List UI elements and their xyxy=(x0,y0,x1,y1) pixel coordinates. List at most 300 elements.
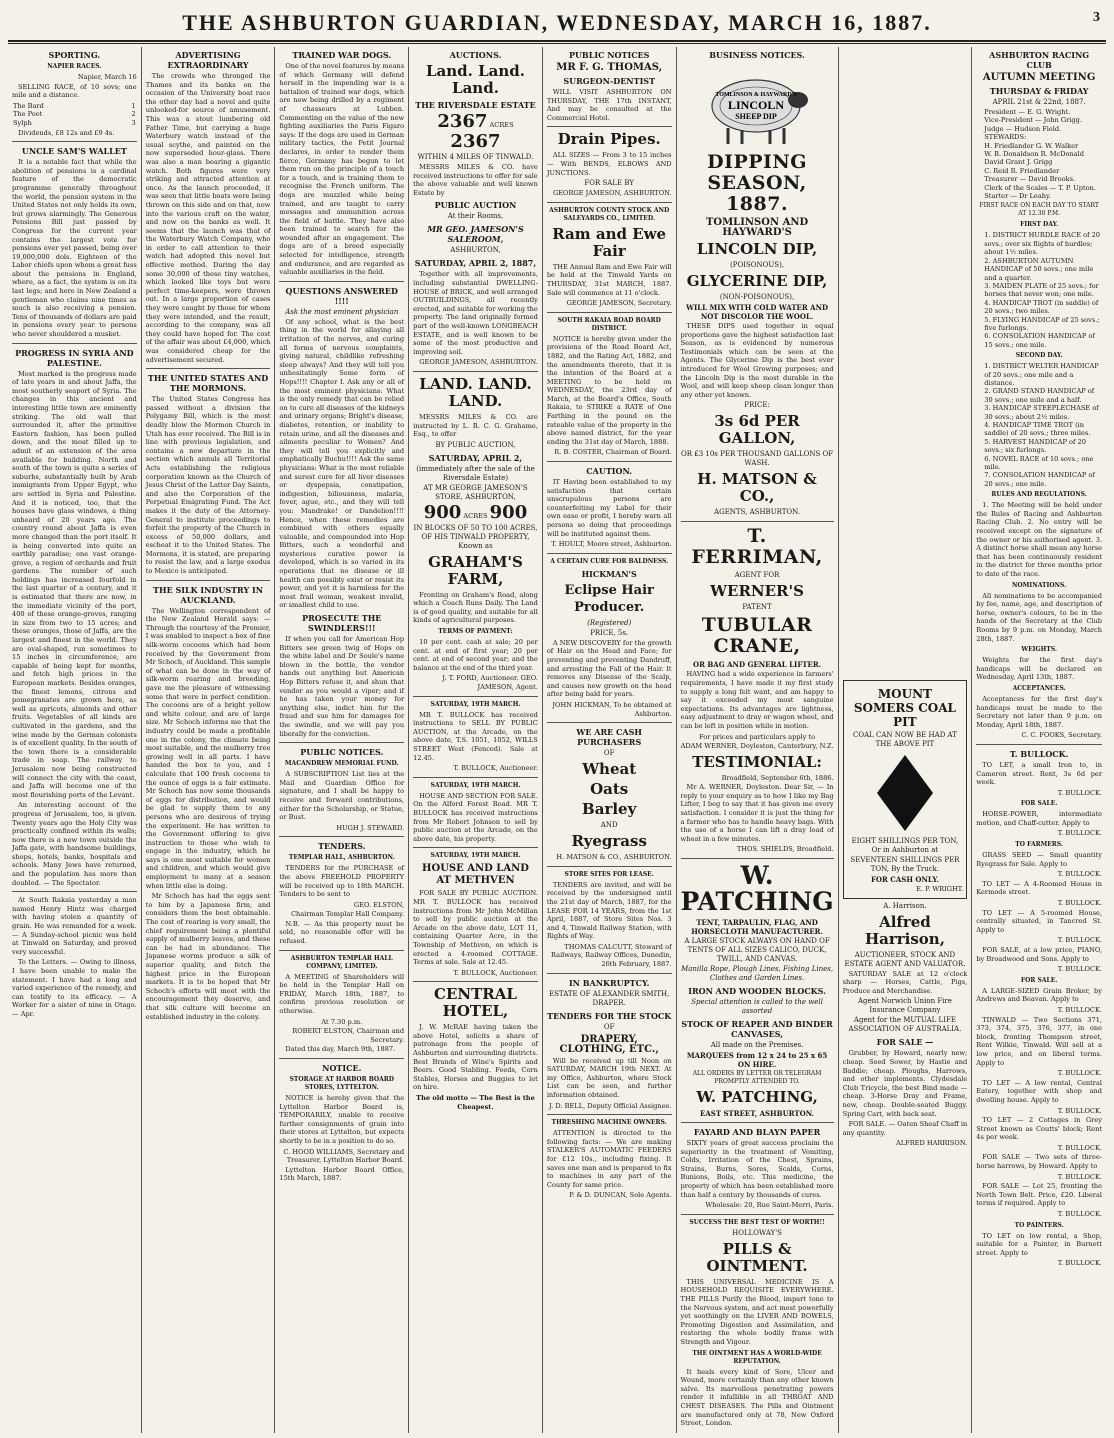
list-item: 5. FLYING HANDICAP of 25 sovs.; five furlongs. xyxy=(984,315,1100,332)
fayard-details: SIXTY years of great success proclaim the superiority in the treatment of Vomiting, Colds, Irritation of the Chest, Sprains, Strains, Burns, Sores, Scalds, Corns, Bunions, Boils, etc. This medicine, the property of which has been established more than half a century by thousands of cures. xyxy=(680,1139,834,1199)
heading-saturday-19b: SATURDAY, 19TH MARCH. xyxy=(430,781,521,789)
rules-text: 1. The Meeting will be held under the Rules of Racing and Ashburton Racing Club. 2. No entry will be received except on the signature of the owner or his authorised agent. 3. A distinct horse shall mean any horse that has been continuously resident in the district for three months prior to date of the race. xyxy=(976,501,1103,578)
divider xyxy=(547,553,672,554)
heading-business-notices: BUSINESS NOTICES. xyxy=(709,50,805,60)
heading-ointment: THE OINTMENT HAS A WORLD-WIDE REPUTATION. xyxy=(692,1349,822,1365)
heading-auctions: AUCTIONS. xyxy=(449,50,502,60)
heading-weights: WEIGHTS. xyxy=(1021,646,1057,654)
prosecute-article: If when you call for American Hop Bitters see green twig of Hops on the white label and Dr Soule's name blown in the bottle, the vendor hands out anything but American Hop Bitters refuse it, and shun that vendor as you would a viper; and if he has taken your money for anything else, indict him for the fraud and sue him for damages for the swindle, and we will pay you liberally for the conviction. xyxy=(279,635,405,738)
masthead xyxy=(8,8,1106,42)
house-notice: HOUSE AND SECTION FOR SALE. On the Alford Forest Road. MR T. BULLOCK has received instructions from Mr Robert Johnson to sell by public auction at the Arcade, on the above date, his property. xyxy=(413,791,538,843)
heading-glycerine-dip: GLYCERINE DIP, xyxy=(686,272,828,290)
bullock-sig: T. BULLOCK. xyxy=(1057,1069,1102,1078)
heading-questions: QUESTIONS ANSWERED !!!! xyxy=(285,285,398,306)
letters-article: To the Letters. — Owing to illness, I have been unable to make the statement. I have had a long and varied experience of the remedy, and can testify to its efficacy. — A Worker for a sister of nine in Otago. — Apr. xyxy=(12,958,137,1018)
heading-storage: STORAGE AT HARBOR BOARD STORES, LYTTELTON. xyxy=(289,1076,394,1091)
list-item: 5. HARVEST HANDICAP of 20 sovs.; six furlongs. xyxy=(984,437,1086,455)
heading-matson: H. MATSON & CO., xyxy=(697,470,817,506)
matson-signature: H. MATSON & CO., ASHBURTON. xyxy=(556,853,672,862)
mormons-article: The United States Congress has passed without a division the Polygamy Bill, which is the most deadly blow the Mormon Church in Utah has ever received. The Bill is in line with previous legislation, and contains a new departure in the section which annuls all Territorial Acts establishing the religious corporation known as the Church of Jesus Christ of the Latter Day Saints, and also the Corporation of the Perpetual Emigrating Fund. The Act makes it the duty of the Attorney-General to institute proceedings to forfeit the property of the Church in excess of 50,000 dollars, and escheat it to the United States. The Mormons, it is stated, are preparing to resist the law, and a large exodus to Mexico is anticipated. xyxy=(145,395,271,576)
acres-number: 900 xyxy=(423,501,462,523)
patching-address: EAST STREET, ASHBURTON. xyxy=(700,1109,815,1119)
terms-signature: J. T. FORD, Auctioneer. GEO. JAMESON, Agent. xyxy=(442,674,538,692)
bullock-sig: T. BULLOCK. xyxy=(1057,788,1102,797)
list-item: W. B. Donaldson R. McDonald xyxy=(984,150,1084,159)
drain-signature: GEORGE JAMESON, ASHBURTON. xyxy=(552,189,672,198)
for-sale-grain-broker: A LARGE-SIZED Grain Broker, by Andrews and Beavan. Apply to xyxy=(976,986,1102,1004)
heading-acceptances: ACCEPTANCES. xyxy=(1012,684,1066,692)
threshing-notice: ATTENTION is directed to the following facts: — We are making STALKER'S AUTOMATIC FEEDERS for £12 10s., including fixing. It saves one man and is prepared to fix to machines in any part of the County for same price. xyxy=(546,1129,672,1189)
storage-notice: NOTICE is hereby given that the Lyttelton Harbor Board is, TEMPORARILY, unable to receive further consignments of grain into their stores at Lyttelton, but expects shortly to be in a position to do so. xyxy=(279,1094,405,1145)
heading-success: SUCCESS THE BEST TEST OF WORTH!! xyxy=(689,1218,825,1226)
harrison-agent-2: Agent for the MUTUAL LIFE ASSOCIATION OF AUSTRALIA. xyxy=(848,1016,962,1034)
divider xyxy=(12,343,137,344)
ointment-details: It heals every kind of Sore, Ulcer and Wound, more certainly than any other known salve. Its marvellous penetrating powers render it infallible in all THROAT AND CHEST DISEASES. The Pills and Ointment are manufactured only at 78, New Oxford Street, London. xyxy=(680,1367,834,1428)
oaten-chaff: FOR SALE. — Oaten Sheaf Chaff in any quantity. xyxy=(842,1120,968,1137)
divider xyxy=(279,742,404,743)
heading-riversdale: THE RIVERSDALE ESTATE xyxy=(415,100,536,110)
riversdale-details: Together with all improvements, including substantial DWELLING-HOUSE of BRICK, and well arranged OUTBUILDINGS, all recently erected, and suitable for working the property. The land originally formed part of the well-known LONGBEACH ESTATE, and is well known to be some of the most productive and improving soil. xyxy=(413,270,538,356)
templar-company-date: Dated this day, March 9th, 1887. xyxy=(285,1045,396,1054)
heading-baldness: A CERTAIN CURE FOR BALDNESS. xyxy=(550,557,669,565)
column-1 xyxy=(8,47,142,1433)
heading-werner: WERNER'S xyxy=(710,582,804,601)
bullock-notice: MR T. BULLOCK has received instructions to SELL BY PUBLIC AUCTION, at the Arcade, on the above date, T.S. 1051, 1052, WILLS STREET West (Fenced). Sale at 12.45. xyxy=(413,710,538,762)
drain-for-sale: FOR SALE BY xyxy=(584,179,634,188)
heading-racing-club: ASHBURTON RACING CLUB xyxy=(989,50,1090,70)
bullock-sig: T. BULLOCK. xyxy=(1057,1106,1102,1115)
acres-label: ACRES xyxy=(463,511,488,520)
heading-public-notices: PUBLIC NOTICES xyxy=(568,50,650,60)
agents-line: AGENTS, ASHBURTON. xyxy=(714,508,801,517)
table-row xyxy=(12,110,137,119)
heading-prosecute: PROSECUTE THE SWINDLERS!!! xyxy=(302,613,382,634)
acres-line xyxy=(413,112,538,152)
and-label: AND xyxy=(600,821,618,830)
results-table xyxy=(12,102,137,128)
heading-cash-purchasers: WE ARE CASH PURCHASERS xyxy=(576,727,642,748)
store-notice: TENDERS are invited, and will be received by the undersigned until the 21st day of March, 1887, for the LEASE FOR 14 YEARS, from the 1st April, 1887, of Store Sites Nos. 3 and 4, Tinwald Railway Station, with Rights of Way. xyxy=(546,880,672,941)
coal-price: EIGHT SHILLINGS PER TON, Or in Ashburton at xyxy=(851,837,959,854)
for-sale-tinwald: TINWALD — Two Sections 371, 373, 374, 375, 376, 377, in one block, fronting Thompson street, Rent Wilkie, Tinwald. Will sell at a low price, and on liberal terms. Apply to xyxy=(976,1015,1102,1067)
heading-templar-company: ASHBURTON TEMPLAR HALL COMPANY, LIMITED. xyxy=(290,954,393,970)
heading-drapery: DRAPERY, CLOTHING, ETC., xyxy=(559,1033,659,1055)
harrison-agent: Agent Norwich Union Fire Insurance Company xyxy=(857,997,952,1015)
wallet-article: It is a notable fact that while the abolition of pensions is a cardinal feature of the democratic programme generally throughout the world, the pension system in the United States not only holds its own, but grows alarmingly. The Generous Pensions Bill just passed by Congress for the current year contains the largest vote for pensions ever yet passed, being over 19,000,000 dols. Eighteen of the Labor chiefs upon whom a great fuss about the pensions in England, where, as a fact, the system is on its last legs; and here in New Zealand a gentleman who claims nine times as much is also receiving a pension. Tens of thousands of dollars are paid in pensions every year to persons who never shouldered a musket. xyxy=(12,158,137,339)
heading-macandrew: MACANDREW MEMORIAL FUND. xyxy=(284,760,399,768)
acres-number: 2367 xyxy=(450,131,501,152)
pills-details: THIS UNIVERSAL MEDICINE IS A HOUSEHOLD REQUISITE EVERYWHERE. THE PILLS Purify the Blood, impart tone to the Nervous system, and act most powerfully yet soothingly on the LIVER AND BOWELS, Promoting Digestion and Assimilation, and restoring the whole bodily frame with Strength and Vigour. xyxy=(680,1277,834,1346)
column-5 xyxy=(543,47,677,1433)
napier-intro: SELLING RACE, of 10 sovs; one mile and a distance. xyxy=(12,82,137,100)
divider xyxy=(12,141,137,142)
heading-rules: RULES AND REGULATIONS. xyxy=(991,491,1087,499)
heading-ram-fair: Ram and Ewe Fair xyxy=(552,224,667,260)
riversdale-notice: MESSRS MILES & CO. have received instructions to offer for sale the above valuable and well known Estate by xyxy=(413,163,538,197)
terms-details: 10 per cent. cash at sale; 20 per cent. at end of first year; 20 per cent. at end of second year; and the balance at the end of the third year. xyxy=(413,638,538,672)
of-label: OF xyxy=(603,749,615,758)
heading-days: THURSDAY & FRIDAY xyxy=(989,86,1089,96)
sheep-icon xyxy=(698,64,816,148)
divider xyxy=(146,580,271,581)
meeting-dates: APRIL 21st & 22nd, 1887. xyxy=(992,98,1086,106)
crane-signature: ADAM WERNER, Doyleston, Canterbury, N.Z. xyxy=(680,742,834,751)
divider xyxy=(279,950,404,951)
store-signature: THOMAS CALCUTT, Steward of Railways, Railway Offices, Dunedin, 26th February, 1887. xyxy=(551,942,672,969)
list-item: Starter — Dr Leahy. xyxy=(984,192,1051,201)
thomas-notice: WILL VISIT ASHBURTON ON THURSDAY, THE 17th INSTANT, And may be consulted at the Commercial Hotel. xyxy=(546,88,672,122)
heading-sporting: SPORTING. xyxy=(48,50,101,60)
heading-eclipse: Eclipse Hair Producer. xyxy=(564,582,654,615)
storage-signature: C. HOOD WILLIAMS, Secretary and Treasurer, Lyttelton Harbor Board. xyxy=(283,1147,405,1165)
second-day-list xyxy=(984,362,1102,488)
rakaia-signature: R. B. COSTER, Chairman of Board. xyxy=(554,448,672,457)
ashburton-line: ASHBURTON, xyxy=(450,246,501,255)
heading-for-sale: FOR SALE — xyxy=(876,1037,934,1048)
heading-land-2: LAND. LAND. LAND. xyxy=(419,374,532,410)
heading-public-notices: PUBLIC NOTICES. xyxy=(300,747,384,758)
divider xyxy=(12,891,137,892)
heading-tenders: TENDERS. xyxy=(318,841,366,852)
grain-barley: Barley xyxy=(582,800,637,819)
for-sale-harrows: FOR SALE — Two sets of three-horse harrows, by Howard. Apply to xyxy=(976,1153,1102,1171)
heading-tenders-stock: TENDERS FOR THE STOCK xyxy=(547,1010,672,1021)
templar-company-notice: A MEETING of Shareholders will be held in the Templar Hall on FRIDAY, March 18th, 1887, to confirm previous resolution or otherwise. xyxy=(279,972,405,1016)
holloway-name: HOLLOWAY'S xyxy=(732,1228,782,1237)
heading-lincoln-dip: LINCOLN DIP, xyxy=(696,240,818,258)
premises: All made on the Premises. xyxy=(710,1041,804,1050)
harrison-label: A. Harrison. xyxy=(883,901,927,910)
ram-signature: GEORGE JAMESON, Secretary. xyxy=(566,299,672,308)
central-motto: The old motto — The Best is the Cheapest. xyxy=(416,1094,535,1111)
ram-notice: THE Annual Ram and Ewe Fair will be held at the Tinwald Yards on THURSDAY, 31st MARCH, 1887. Sale will commence at 11 o'clock. xyxy=(546,262,672,297)
divider xyxy=(681,1122,834,1123)
weights-text: Weights for the first day's handicaps will be declared on Wednesday, April 13th, 1887. xyxy=(976,656,1102,682)
heading-jameson-saleroom: MR GEO. JAMESON'S SALEROOM, xyxy=(427,224,524,245)
to-let-eatery: TO LET — A low rental, Central Eatery, together with shop and dwelling house. Apply to xyxy=(976,1078,1102,1104)
grahams-details: Fronting on Graham's Road, along which a Coach Runs Daily. The Land is of good quality, and suitable for all kinds of agricultural purposes. xyxy=(413,590,538,625)
list-item: C. Reid R. Friedlander xyxy=(984,166,1060,175)
templar-company-signature: ROBERT ELSTON, Chairman and Secretary. xyxy=(292,1027,405,1044)
crane-prices: For prices and particulars apply to xyxy=(699,732,816,741)
column-3 xyxy=(275,47,409,1433)
heading-saturday-19c: SATURDAY, 19TH MARCH. xyxy=(430,852,521,860)
heading-mount-somers: MOUNT SOMERS COAL PIT xyxy=(853,687,956,729)
public-auction: PUBLIC AUCTION xyxy=(434,200,517,211)
harrison-signature: ALFRED HARRISON. xyxy=(895,1139,968,1148)
divider xyxy=(547,202,672,203)
heading-tomlinson: TOMLINSON AND HAYWARD'S xyxy=(705,217,809,238)
by-public-auction: BY PUBLIC AUCTION, xyxy=(435,440,516,449)
page-number: 3 xyxy=(1093,10,1102,25)
list-item: 3. MAIDEN PLATE of 25 sovs.; for horses that never won; one mile. xyxy=(984,281,1099,299)
templar-signature: GEO. ELSTON, xyxy=(353,900,405,909)
heading-bankruptcy: IN BANKRUPTCY. xyxy=(568,977,650,988)
heading-thomas: MR F. G. THOMAS, xyxy=(556,62,663,73)
for-sale-piano: FOR SALE, at a low price, PIANO, by Broadwood and Sons. Apply to xyxy=(976,946,1102,963)
divider xyxy=(413,847,538,848)
templar-note: N.B. — As this property must be sold, no reasonable offer will be refused. xyxy=(279,919,405,946)
caution-notice: IT Having been established to my satisfaction that certain unscrupulous persons are counterfeiting my Label for their own ease or profit, I hereby warn all persons so doing that proceedings will be instituted against them. xyxy=(546,478,672,538)
of-label-2: OF xyxy=(603,1022,615,1031)
heading-land: Land. Land. Land. xyxy=(425,62,525,97)
agent-for: AGENT FOR xyxy=(734,571,780,580)
heading-war-dogs: TRAINED WAR DOGS. xyxy=(292,50,392,60)
blocks-line: IN BLOCKS OF 50 TO 100 ACRES, OF HIS TINWALD PROPERTY, Known as xyxy=(413,523,538,550)
crane-details: HAVING had a wide experience in farmers' requirements, I have made it my first study to supply a long felt want, and am happy to say it exceeded my most sanguine expectations. Its advantages are lightness, easy adjustment to dray or wagon wheel, and can be left in position while in motion. xyxy=(680,670,834,730)
heading-nominations: NOMINATIONS. xyxy=(1012,581,1067,589)
list-item: H. Friedlander G. W. Walker xyxy=(984,141,1079,150)
acceptances-text: Acceptances for the first day's handicaps must be made to the Secretary not later than 9 p.m. on Monday, April 18th, 1887. xyxy=(976,694,1102,729)
bullock-signature: T. BULLOCK, Auctioneer. xyxy=(453,764,538,773)
heading-wallet: UNCLE SAM'S WALLET xyxy=(21,146,127,157)
heading-for-sale: FOR SALE. xyxy=(1020,800,1058,808)
grain-oats: Oats xyxy=(590,780,629,799)
harrison-sale: SATURDAY SALE at 12 o'clock sharp — Horses, Cattle, Pigs, Produce and Merchandise. xyxy=(842,969,968,995)
grass-seed: GRASS SEED — Small quantity Ryegrass for Sale. Apply to xyxy=(976,851,1102,868)
list-item: STEWARDS: xyxy=(984,133,1027,142)
divider xyxy=(681,521,834,522)
horse-name: Sylph xyxy=(13,118,32,127)
bullock-sig: T. BULLOCK. xyxy=(1057,1259,1102,1268)
patching-sub: TENT, TARPAULIN, FLAG, AND HORSECLOTH MANUFACTURER. xyxy=(691,918,823,937)
bullock-sig: T. BULLOCK. xyxy=(1057,899,1102,908)
cash-only: FOR CASH ONLY. xyxy=(870,875,939,884)
dip-price-sub: OR £3 10s PER THOUSAND GALLONS OF WASH. xyxy=(681,450,834,468)
list-item: Treasurer — David Brooks. xyxy=(984,175,1076,184)
divider xyxy=(547,312,672,313)
estate-line: ESTATE OF ALEXANDER SMITH, DRAPER. xyxy=(549,989,670,1007)
divider xyxy=(547,722,672,723)
divider xyxy=(681,1214,834,1215)
questions-article: Of any school, what is the best thing in the world for allaying all irritation of the nerves, and curing all forms of nervous complaints, giving natural, childlike refreshing sleep always? And they will tell you unhesitatingly Some form of Hops!!!! Chapter I. Ask any or all of the most eminent physicians: What is the only remedy that can be relied on to cure all diseases of the kidneys and urinary organs; Bright's disease, diabetes, retention, or inability to retain urine, and all the diseases and ailments peculiar to Women? And they will tell you explicitly and emphatically Buchu!!!! Ask the same physicians: What is the most reliable and surest cure for all liver diseases or dyspepsia, constipation, indigestion, biliousness, malaria, fever, ague, etc., and they will tell you: Mandrake! or Dandelion!!!! Hence, when these remedies are combined with others equally valuable, and compounded into Hop Bitters, such a wonderful and mysterious curative power is developed, which is so varied in its operations that no disease or ill health can possibly exist or resist its power, and yet it is harmless for the most frail woman, weakest invalid, or smallest child to use. xyxy=(279,317,405,610)
methven-signature: T. BULLOCK, Auctioneer. xyxy=(453,968,538,977)
land-notice: MESSRS MILES & CO. are instructed by L. R. C. G. Grahame, Esq., to offer xyxy=(413,412,538,439)
divider xyxy=(279,1058,404,1059)
list-item: 4. HANDICAP TIME TROT (in saddle) of 20 sovs.; three miles. xyxy=(984,421,1091,438)
heading-terms: TERMS OF PAYMENT: xyxy=(438,628,513,636)
heading-iron-blocks: IRON AND WOODEN BLOCKS. xyxy=(688,986,826,997)
heading-notice: NOTICE. xyxy=(322,1063,362,1073)
orders: ALL ORDERS BY LETTER OR TELEGRAM PROMPTLY ATTENDED TO. xyxy=(692,1070,822,1086)
list-item: Clerk of the Scales — T. P. Upton. xyxy=(984,183,1096,192)
for-sale-lot: FOR SALE — Lot 25, fronting the North Town Belt. Price, £20. Liberal terms if required. Apply to xyxy=(976,1182,1102,1208)
within-line: WITHIN 4 MILES OF TINWALD. xyxy=(417,153,534,161)
to-let-cottages: TO LET — 2 Cottages in Grey Street known as Coutts' block; Rent 4s per week. xyxy=(976,1116,1102,1142)
templar-company-time: At 7.30 p.m. xyxy=(321,1017,363,1026)
heading-drain-pipes: Drain Pipes. xyxy=(557,130,661,149)
marquees: MARQUEES from 12 x 24 to 25 x 65 ON HIRE. xyxy=(686,1051,828,1070)
acres-label: ACRES xyxy=(489,121,514,129)
heading-bullock: T. BULLOCK. xyxy=(1009,748,1069,759)
list-item: 3. HANDICAP STEEPLECHASE of 30 sovs.; about 2½ miles. xyxy=(984,404,1099,421)
hickman-name: HICKMAN'S xyxy=(581,568,637,579)
riversdale-signature: GEORGE JAMESON, ASHBURTON. xyxy=(419,358,538,367)
testimonial-text: Mr A. WERNER, Doyleston. Dear Sir, — In reply to your enquiry as to how I like my Bag Lifter, I beg to say that it has given me every satisfaction. I consider it is just the thing for a farmer who has to handle heavy bags. With the use of a horse I can lift a dray load of wheat in a few minutes. xyxy=(680,783,834,843)
to-let-painters: TO LET on low rental, a Shop, suitable for a Painter, in Burnett street. Apply to xyxy=(976,1231,1102,1257)
heading-reaper: STOCK OF REAPER AND BINDER CANVASES, xyxy=(681,1019,833,1040)
column-6 xyxy=(677,47,839,1433)
drapery-signature: J. D. BELL, Deputy Official Assignee. xyxy=(549,1101,672,1110)
bullock-sig: T. BULLOCK. xyxy=(1057,965,1102,974)
at-rooms: At their Rooms, xyxy=(447,212,504,221)
acceptances-signature: C. C. FOOKS, Secretary. xyxy=(1021,731,1102,740)
patching-items: Manilla Rope, Plough Lines, Fishing Lines, Clothes and Garden Lines. xyxy=(681,965,834,983)
non-poisonous-label: (NON-POISONOUS), xyxy=(719,293,795,301)
patent-label: PATENT xyxy=(742,603,772,612)
sale-date-2: SATURDAY, APRIL 2, xyxy=(428,452,523,463)
column-7-top-spacer xyxy=(843,47,968,677)
drapery-notice: Will be received up till Noon on SATURDAY, MARCH 19th NEXT. At my Office, Ashburton, where Stock List can be seen, and further information obtained. xyxy=(546,1056,672,1100)
column-2 xyxy=(142,47,276,1433)
list-item: 1. DISTRICT WELTER HANDICAP of 20 sovs.; one mile and a distance. xyxy=(984,362,1099,387)
heading-saturday-19: SATURDAY, 19TH MARCH. xyxy=(430,700,521,708)
questions-sub: Ask the most eminent physician xyxy=(285,307,399,316)
first-race: FIRST RACE ON EACH DAY TO START AT 12.30 P.M. xyxy=(979,202,1099,218)
thomas-title: SURGEON-DENTIST xyxy=(563,76,656,86)
bullock-sig: T. BULLOCK. xyxy=(1057,870,1102,879)
list-item: Vice-President — John Grigg. xyxy=(984,116,1082,125)
horse-place: 2 xyxy=(131,110,136,119)
price-label: PRICE: xyxy=(744,401,770,410)
coal-signature: E. P. WRIGHT. xyxy=(916,885,964,893)
column-4 xyxy=(409,47,543,1433)
list-item: David Grant J. Grigg xyxy=(984,158,1053,167)
for-sale-items: Grubber, by Howard, nearly new; cheap. Seed Sower, by Hastie and Baddie; cheap. Ploughs, Harrows, and other implements. Clydesdale Club Tricycle, the best Bind made — cheap. 3-Horse Dray and Frame, new, cheap. Double-seated Buggy. Spring Cart, with back seat. xyxy=(842,1049,968,1118)
list-item: Judge — Hudson Field. xyxy=(984,124,1062,133)
central-notice: J. W. McRAE having taken the above Hotel, solicits a share of patronage from the people of Ashburton and surrounding districts. Best Brands of Wine's Spirits and Beers. Good Stabling. Feeds, Corn Stables, Horses and Buggies to let on hire. xyxy=(413,1023,538,1092)
silk-article-2: Mr Schoch has had the eggs sent to him by a Japanese firm, and considers them the best obtainable. The cost of rearing is very small, the chief requirement being a plentiful supply of mulberry leaves, and these can be had in abundance. The Japanese worms produce a silk of superior quality, and fetch the highest price in the European markets. It is to be hoped that Mr Schoch's efforts will meet with the encouragement they deserve, and that silk culture will become an established industry in the colony. xyxy=(145,892,271,1021)
divider xyxy=(681,858,834,859)
divider xyxy=(413,696,538,697)
bullock-sig: T. BULLOCK. xyxy=(1057,1210,1102,1219)
heading-threshing: THRESHING MACHINE OWNERS. xyxy=(551,1119,667,1127)
fayard-signature: Wholesale: 20, Rue Saint-Merri, Paris. xyxy=(705,1201,834,1210)
divider xyxy=(976,744,1102,745)
masthead-rule xyxy=(8,43,1106,44)
divider xyxy=(279,281,404,282)
templar-notice: TENDERS for the PURCHASE of the above FREEHOLD PROPERTY will be received up to 18th MARCH. Tenders to be sent to xyxy=(279,864,405,899)
drain-notice: ALL SIZES — From 3 to 15 inches — With BENDS, ELBOWS AND JUNCTIONS. xyxy=(546,151,672,177)
silk-article: The Wellington correspondent of the New Zealand Herald says: — Through the courtesy of the Premier, I was enabled to inspect a box of fine silk-worm cocoons which had been received by the Government from Mr Schoch, of Auckland. This sample of what can be done in the way of silk-worm rearing and breeding, gave me the pleasure of witnessing some that were in perfect condition. The cocoons are of a bright yellow and white colour, and are of large size. Mr Schoch informs me that the industry could be made a profitable one in the colony, the climate being most suitable, and the mulberry tree growing well in all parts. I have handed the box to you, and I calculate that 100 fresh cocoons to the ounce of eggs is a fair estimate. Mr Schoch has now some thousands of eggs for distribution, and would be glad to supply them to any persons who are desirous of trying the experiment. He has written to the Government offering to give instruction to those who wish to engage in the industry, which he says is one most suitable for women and children, and which would give employment to many at a season when little else is doing. xyxy=(145,606,271,890)
templar-signature-title: Chairman Templar Hall Company. xyxy=(290,910,405,919)
heading-pills: PILLS & OINTMENT. xyxy=(706,1239,808,1275)
registered: (Registered) xyxy=(587,618,632,627)
list-item: 7. CONSOLATION HANDICAP of 20 sovs.; one mile. xyxy=(984,471,1095,488)
heading-mormons: THE UNITED STATES AND THE MORMONS. xyxy=(147,373,269,394)
first-day-list xyxy=(984,231,1102,349)
heading-to-farmers: TO FARMERS. xyxy=(1015,841,1064,849)
columns xyxy=(8,47,1106,1433)
nominations-text: All nominations to be accompanied by fee, name, age, and description of horse, owner's colours, to be in the hands of the Secretary at the Club Rooms by 9 p.m. on Monday, March 28th, 1887. xyxy=(976,591,1102,643)
divider xyxy=(547,866,672,867)
coal-price-2: SEVENTEEN SHILLINGS PER TON, By the Truck. xyxy=(850,856,960,873)
list-item: 1. DISTRICT HURDLE RACE of 20 sovs.; over six flights of hurdles; about 1½ miles. xyxy=(984,231,1101,257)
crane-sub: OR BAG AND GENERAL LIFTER. xyxy=(693,660,822,670)
advertising-article: The crowds who thronged the Thames and its banks on the occasion of the University boat race the other day had a novel and quite unlooked-for source of amusement. This was a stout lumbering old Father Time, but carrying a huge Waterbury watch instead of the usual scythe, and painted on the now superseded hour-glass. There was also a man bearing a gigantic watch. Both figures were very striking and attracted attention at once. As the launch proceeded, it was seen that little boats were being thrown on this side and on that, now into the various craft on the water, and now on the banks as well. It seems that the launch was that of the Waterbury Watch Company, who in order to call attention to their watch had adopted this novel but effective method. During the day some 30,000 of these tiny watches, which looked like toys but were perfect time-keepers, were thrown out. In a large proportion of cases they were caught by those for whom they were intended, and the result, according to the company, was all they could have hoped for. The cost of the affair was about £4,000, which was considered cheap for the advertisement secured. xyxy=(145,72,271,364)
bullock-sig: T. BULLOCK. xyxy=(1057,936,1102,945)
jameson-store: AT MR GEORGE JAMESON'S STORE, ASHBURTON, xyxy=(423,483,528,501)
heading-methven: HOUSE AND LAND AT METHVEN xyxy=(422,863,529,887)
heading-templar: TEMPLAR HALL, ASHBURTON. xyxy=(288,854,395,862)
divider xyxy=(547,973,672,974)
to-let-1: TO LET, a small Iron to, in Cameron street. Rent, 3s 6d per week. xyxy=(976,760,1102,787)
to-let-3: TO LET — A 5-roomed House, centrally situated, in Tancred St. Apply to xyxy=(976,908,1102,934)
column-8 xyxy=(972,47,1106,1433)
heading-syria: PROGRESS IN SYRIA AND PALESTINE. xyxy=(15,347,134,368)
heading-patching: W. PATCHING xyxy=(680,861,834,917)
heading-patching-2: W. PATCHING, xyxy=(696,1088,818,1107)
eclipse-price: PRICE, 5s. xyxy=(590,628,629,637)
diamond-icon xyxy=(875,753,935,833)
horse-name: The Poet xyxy=(13,110,43,119)
acres-number: 2367 xyxy=(437,111,488,132)
bullock-sig: T. BULLOCK. xyxy=(1057,1005,1102,1014)
storage-date: Lyttelton Harbor Board Office, 15th March, 1887. xyxy=(279,1165,405,1183)
heading-second-day: SECOND DAY. xyxy=(1015,352,1063,360)
mix-line: WILL MIX WITH COLD WATER AND NOT DISCOLOR THE WOOL. xyxy=(686,303,829,321)
list-item: 4. HANDICAP TROT (in saddle) of 20 sovs.; two miles. xyxy=(984,298,1099,316)
caution-signature: T. HOULT, Moore street, Ashburton. xyxy=(551,540,672,549)
badge-bottom-text: SHEEP DIP xyxy=(735,112,777,121)
horse-place: 3 xyxy=(131,118,136,127)
heading-grahams-farm: GRAHAM'S FARM, xyxy=(428,552,523,588)
heading-silk: THE SILK INDUSTRY IN AUCKLAND. xyxy=(153,584,264,605)
divider xyxy=(413,777,538,778)
divider xyxy=(547,461,672,462)
divider xyxy=(146,368,271,369)
macandrew-notice: A SUBSCRIPTION List lies at the Mail and Guardian Office for signature, and I shall be happy to receive and forward contributions, either for the Scholarship, or Statue, or Bust. xyxy=(279,770,405,822)
heading-tubular-crane: TUBULAR CRANE, xyxy=(701,614,813,658)
eclipse-notice: A NEW DISCOVERY for the growth of Hair on the Head and Face; for preventing and preventing Dandruff, and arresting the Fall of the Hair. It removes any Disease of the Scalp, and causes new growth on the head after being bald for years. xyxy=(546,638,672,699)
officers-list xyxy=(984,108,1102,200)
dip-details: THESE DIPS used together in equal proportions gave the highest satisfaction last Season, as is evidenced by numerous Testimonials which can be seen at the Agents. The Glycerine Dip is the best ever introduced for Wool Growing purposes; and the Lincoln Dip is the most durable in the Wool, and will keep sheep clean longer than any other yet known. xyxy=(680,322,834,399)
heading-advertising: ADVERTISING EXTRAORDINARY xyxy=(167,50,249,70)
coal-advert xyxy=(843,680,968,899)
heading-alfred-harrison: Alfred Harrison, xyxy=(864,912,945,948)
dividends: Dividends, £8 12s and £9 4s. xyxy=(18,128,115,137)
eclipse-signature: JOHN HICKMAN, To be obtained at Ashburton. xyxy=(552,700,672,718)
macandrew-signature: HUGH J. STEWARD. xyxy=(336,823,405,832)
testimonial-date: Broadfield, September 6th, 1886. xyxy=(721,773,834,782)
heading-testimonial: TESTIMONIAL: xyxy=(692,752,822,771)
special-attention: Special attention is called to the well assorted xyxy=(691,998,823,1016)
bullock-sig: T. BULLOCK. xyxy=(1057,1172,1102,1181)
divider xyxy=(413,981,538,982)
patching-stock: A LARGE STOCK ALWAYS ON HAND OF TENTS OF ALL SIZES CALICO, DUCK, TWILL, AND CANVAS. xyxy=(684,937,830,964)
napier-date: Napier, March 16 xyxy=(77,73,137,81)
harrison-sub: AUCTIONEER, STOCK AND ESTATE AGENT AND VALUATOR. xyxy=(844,950,966,968)
heading-rakaia: SOUTH RAKAIA ROAD BOARD DISTRICT. xyxy=(557,316,661,332)
heading-caution: CAUTION. xyxy=(586,466,633,477)
syria-article: Most marked is the progress made of late years in and about Jaffa, the most southerly seaport of Syria. The changes in this ancient and interesting little town are eminently striking. The old wall that surrounded it, after the primitive Eastern fashion, has been pulled down, and the moat filled up to admit of an extension of the area available for building. North and south of the town is quite a series of suburbs, substantially built by Arab immigrants from Upper Egypt, who are settled in Syria and Palestine. And it is noticed, too, that the houses have glass windows, a thing unheard of 20 years ago. The country round about Jaffa is even more changed than the port itself. It is being converted into quite an earthly paradise; one vast orange-grove, a region of orchards and fruit gardens. The number of such holdings has increased fourfold in the last quarter of a century, and it is estimated that there are now, in the immediate vicinity of the port, 400 of these orange-groves, ranging in size from two to 15 acres; and these oranges, those of Jaffa, are the largest and finest in the world. They are oval-shaped, run sometimes to 15 inches in circumference, are capable of being kept for months, and fetch high prices in the European markets. Besides oranges, the finest lemons, citrons and pomegranates are grown here, as well as apricots, almonds and other fruits. Vegetables of all kinds are cultivated in the gardens, and the wine made by the German colonists is of excellent quality. In the south of the town there is a considerable trade in soap. The railway to Jerusalem now being constructed will connect the city with the coast, and Jaffa will become one of the most flourishing ports of the Levant. xyxy=(12,369,137,799)
horse-place: 1 xyxy=(131,101,136,110)
column-7 xyxy=(839,47,973,1433)
acres-number: 900 xyxy=(489,501,528,523)
heading-autumn-meeting: AUTUMN MEETING xyxy=(982,72,1096,83)
divider xyxy=(547,126,672,127)
divider xyxy=(413,371,538,372)
heading-ferriman: T. FERRIMAN, xyxy=(691,525,823,569)
war-dogs-article: One of the novel features by means of which Germany will defend herself in the impending war is a battalion of trained war dogs, which are now being drilled by a regiment of chasseurs at Lubben. Commenting on the value of the new fighting auxiliaries the Paris Figaro says: If the dogs are used in German military tactics, the Petit Journal declares, in order to render them fierce, Germany has begun to let them run on the principle of a touch for a touch, and is training them to recognise the French uniform. The dogs are muzzled while being trained, and are taught to carry messages and ammunition across the field of battle. They have also been trained to search for the wounded after an engagement. The dogs are of a breed especially selected for intelligence, strength and endurance, and are regarded as valuable auxiliaries in the field. xyxy=(279,62,405,277)
heading-central-hotel: CENTRAL HOTEL, xyxy=(434,985,517,1021)
divider xyxy=(279,836,404,837)
heading-napier: NAPIER RACES. xyxy=(47,63,102,70)
acres-line-2 xyxy=(413,503,538,523)
masthead-title: THE ASHBURTON GUARDIAN, WEDNESDAY, MARCH 16, 1887. xyxy=(182,10,932,35)
list-item: 2. ASHBURTON AUTUMN HANDICAP of 50 sovs.; one mile and a quarter. xyxy=(984,256,1094,282)
badge-top-text: TOMLINSON & HAYWARD'S xyxy=(715,92,797,98)
